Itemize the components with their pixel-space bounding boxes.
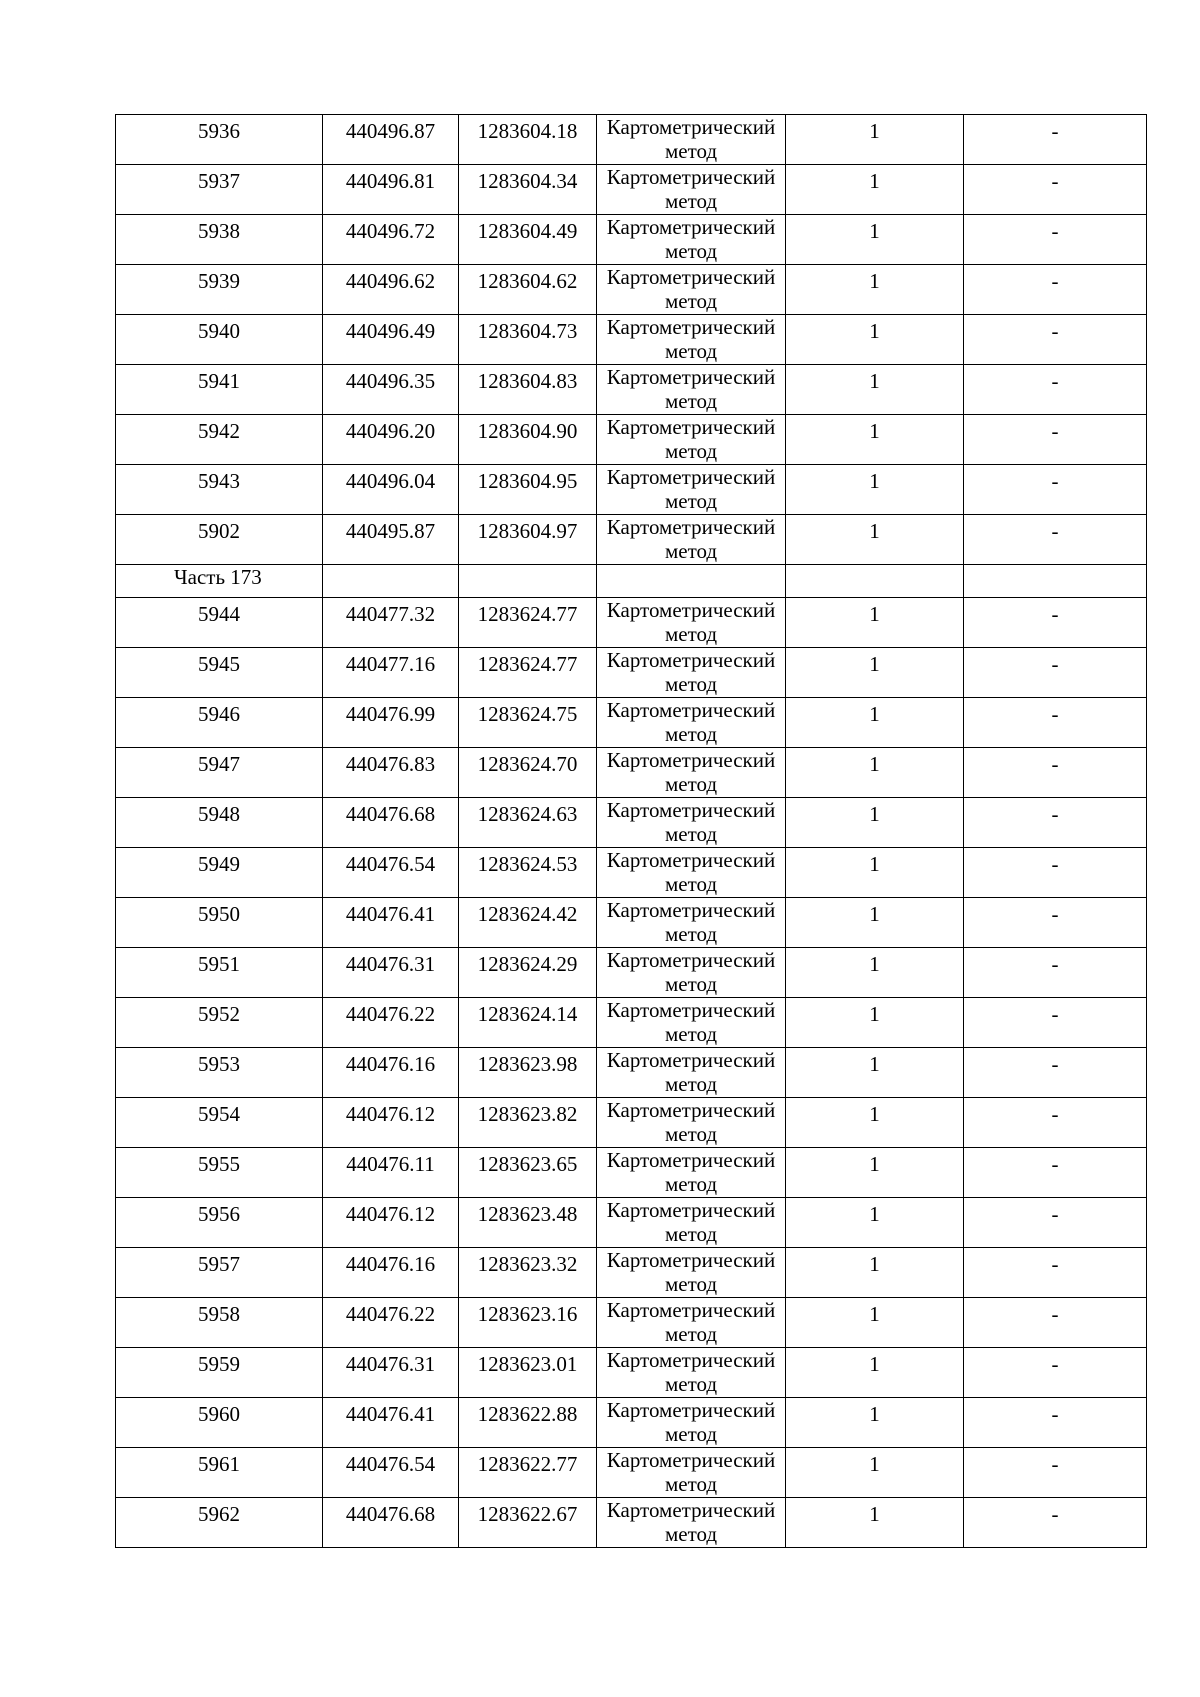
x-coordinate-cell: 440476.41	[323, 898, 459, 948]
y-coordinate-cell: 1283623.65	[459, 1148, 597, 1198]
note-cell: -	[964, 515, 1147, 565]
method-cell: Картометрический метод	[597, 1048, 786, 1098]
note-cell: -	[964, 1498, 1147, 1548]
y-coordinate-cell: 1283624.77	[459, 598, 597, 648]
x-coordinate-cell: 440476.99	[323, 698, 459, 748]
empty-cell	[323, 565, 459, 598]
accuracy-cell: 1	[786, 998, 964, 1048]
note-cell: -	[964, 415, 1147, 465]
x-coordinate-cell: 440496.49	[323, 315, 459, 365]
method-cell: Картометрический метод	[597, 1198, 786, 1248]
x-coordinate-cell: 440476.54	[323, 848, 459, 898]
method-cell: Картометрический метод	[597, 515, 786, 565]
accuracy-cell: 1	[786, 798, 964, 848]
note-cell: -	[964, 215, 1147, 265]
y-coordinate-cell: 1283604.90	[459, 415, 597, 465]
y-coordinate-cell: 1283624.42	[459, 898, 597, 948]
table-row	[116, 848, 1147, 898]
table-row	[116, 415, 1147, 465]
note-cell: -	[964, 1348, 1147, 1398]
table-row	[116, 265, 1147, 315]
point-number-cell: 5941	[116, 365, 323, 415]
point-number-cell: 5946	[116, 698, 323, 748]
accuracy-cell: 1	[786, 465, 964, 515]
note-cell: -	[964, 265, 1147, 315]
note-cell: -	[964, 1048, 1147, 1098]
point-number-cell: 5944	[116, 598, 323, 648]
accuracy-cell: 1	[786, 598, 964, 648]
accuracy-cell: 1	[786, 748, 964, 798]
table-row	[116, 1448, 1147, 1498]
accuracy-cell: 1	[786, 1348, 964, 1398]
accuracy-cell: 1	[786, 898, 964, 948]
table-row	[116, 1348, 1147, 1398]
note-cell: -	[964, 698, 1147, 748]
point-number-cell: 5952	[116, 998, 323, 1048]
table-row	[116, 1248, 1147, 1298]
x-coordinate-cell: 440476.54	[323, 1448, 459, 1498]
method-cell: Картометрический метод	[597, 698, 786, 748]
x-coordinate-cell: 440477.16	[323, 648, 459, 698]
y-coordinate-cell: 1283623.16	[459, 1298, 597, 1348]
accuracy-cell: 1	[786, 698, 964, 748]
table-row	[116, 948, 1147, 998]
x-coordinate-cell: 440476.31	[323, 948, 459, 998]
point-number-cell: 5950	[116, 898, 323, 948]
y-coordinate-cell: 1283624.53	[459, 848, 597, 898]
method-cell: Картометрический метод	[597, 265, 786, 315]
point-number-cell: 5936	[116, 115, 323, 165]
note-cell: -	[964, 648, 1147, 698]
x-coordinate-cell: 440476.22	[323, 998, 459, 1048]
y-coordinate-cell: 1283624.29	[459, 948, 597, 998]
note-cell: -	[964, 1448, 1147, 1498]
x-coordinate-cell: 440476.41	[323, 1398, 459, 1448]
method-cell: Картометрический метод	[597, 1148, 786, 1198]
note-cell: -	[964, 798, 1147, 848]
table-row	[116, 465, 1147, 515]
method-cell: Картометрический метод	[597, 115, 786, 165]
accuracy-cell: 1	[786, 1398, 964, 1448]
coordinates-table-body	[116, 115, 1147, 1548]
point-number-cell: 5960	[116, 1398, 323, 1448]
y-coordinate-cell: 1283622.88	[459, 1398, 597, 1448]
point-number-cell: 5943	[116, 465, 323, 515]
table-row	[116, 1048, 1147, 1098]
note-cell: -	[964, 115, 1147, 165]
y-coordinate-cell: 1283622.77	[459, 1448, 597, 1498]
method-cell: Картометрический метод	[597, 315, 786, 365]
table-row	[116, 998, 1147, 1048]
table-row	[116, 748, 1147, 798]
x-coordinate-cell: 440476.11	[323, 1148, 459, 1198]
point-number-cell: 5949	[116, 848, 323, 898]
accuracy-cell: 1	[786, 1098, 964, 1148]
x-coordinate-cell: 440476.22	[323, 1298, 459, 1348]
table-row	[116, 1298, 1147, 1348]
note-cell: -	[964, 165, 1147, 215]
empty-cell	[459, 565, 597, 598]
point-number-cell: 5956	[116, 1198, 323, 1248]
note-cell: -	[964, 365, 1147, 415]
accuracy-cell: 1	[786, 1148, 964, 1198]
section-row	[116, 565, 1147, 598]
y-coordinate-cell: 1283604.95	[459, 465, 597, 515]
point-number-cell: 5938	[116, 215, 323, 265]
note-cell: -	[964, 1198, 1147, 1248]
point-number-cell: 5958	[116, 1298, 323, 1348]
empty-cell	[964, 565, 1147, 598]
note-cell: -	[964, 1298, 1147, 1348]
method-cell: Картометрический метод	[597, 1298, 786, 1348]
accuracy-cell: 1	[786, 1248, 964, 1298]
method-cell: Картометрический метод	[597, 748, 786, 798]
point-number-cell: 5948	[116, 798, 323, 848]
table-row	[116, 1498, 1147, 1548]
method-cell: Картометрический метод	[597, 1248, 786, 1298]
accuracy-cell: 1	[786, 115, 964, 165]
section-label: Часть 173	[116, 565, 323, 598]
y-coordinate-cell: 1283604.97	[459, 515, 597, 565]
point-number-cell: 5962	[116, 1498, 323, 1548]
y-coordinate-cell: 1283623.01	[459, 1348, 597, 1398]
x-coordinate-cell: 440476.31	[323, 1348, 459, 1398]
point-number-cell: 5945	[116, 648, 323, 698]
accuracy-cell: 1	[786, 948, 964, 998]
method-cell: Картометрический метод	[597, 1448, 786, 1498]
x-coordinate-cell: 440476.16	[323, 1048, 459, 1098]
accuracy-cell: 1	[786, 1198, 964, 1248]
method-cell: Картометрический метод	[597, 1498, 786, 1548]
x-coordinate-cell: 440476.68	[323, 1498, 459, 1548]
table-row	[116, 115, 1147, 165]
coordinates-table	[115, 114, 1147, 1548]
y-coordinate-cell: 1283604.49	[459, 215, 597, 265]
table-row	[116, 598, 1147, 648]
accuracy-cell: 1	[786, 315, 964, 365]
y-coordinate-cell: 1283623.98	[459, 1048, 597, 1098]
x-coordinate-cell: 440476.16	[323, 1248, 459, 1298]
accuracy-cell: 1	[786, 265, 964, 315]
note-cell: -	[964, 998, 1147, 1048]
table-row	[116, 1198, 1147, 1248]
y-coordinate-cell: 1283624.70	[459, 748, 597, 798]
point-number-cell: 5937	[116, 165, 323, 215]
y-coordinate-cell: 1283604.18	[459, 115, 597, 165]
method-cell: Картометрический метод	[597, 798, 786, 848]
method-cell: Картометрический метод	[597, 598, 786, 648]
method-cell: Картометрический метод	[597, 1398, 786, 1448]
note-cell: -	[964, 598, 1147, 648]
point-number-cell: 5957	[116, 1248, 323, 1298]
method-cell: Картометрический метод	[597, 1098, 786, 1148]
point-number-cell: 5955	[116, 1148, 323, 1198]
accuracy-cell: 1	[786, 365, 964, 415]
accuracy-cell: 1	[786, 415, 964, 465]
y-coordinate-cell: 1283624.14	[459, 998, 597, 1048]
accuracy-cell: 1	[786, 1048, 964, 1098]
x-coordinate-cell: 440476.12	[323, 1198, 459, 1248]
accuracy-cell: 1	[786, 1498, 964, 1548]
x-coordinate-cell: 440496.35	[323, 365, 459, 415]
x-coordinate-cell: 440495.87	[323, 515, 459, 565]
method-cell: Картометрический метод	[597, 1348, 786, 1398]
x-coordinate-cell: 440477.32	[323, 598, 459, 648]
table-row	[116, 648, 1147, 698]
point-number-cell: 5940	[116, 315, 323, 365]
point-number-cell: 5951	[116, 948, 323, 998]
table-row	[116, 1098, 1147, 1148]
note-cell: -	[964, 898, 1147, 948]
table-row	[116, 165, 1147, 215]
point-number-cell: 5954	[116, 1098, 323, 1148]
x-coordinate-cell: 440476.68	[323, 798, 459, 848]
y-coordinate-cell: 1283604.62	[459, 265, 597, 315]
note-cell: -	[964, 1398, 1147, 1448]
x-coordinate-cell: 440476.12	[323, 1098, 459, 1148]
note-cell: -	[964, 315, 1147, 365]
accuracy-cell: 1	[786, 515, 964, 565]
method-cell: Картометрический метод	[597, 215, 786, 265]
accuracy-cell: 1	[786, 165, 964, 215]
accuracy-cell: 1	[786, 648, 964, 698]
y-coordinate-cell: 1283624.75	[459, 698, 597, 748]
y-coordinate-cell: 1283624.77	[459, 648, 597, 698]
note-cell: -	[964, 1148, 1147, 1198]
accuracy-cell: 1	[786, 215, 964, 265]
x-coordinate-cell: 440496.72	[323, 215, 459, 265]
method-cell: Картометрический метод	[597, 415, 786, 465]
note-cell: -	[964, 1098, 1147, 1148]
method-cell: Картометрический метод	[597, 898, 786, 948]
x-coordinate-cell: 440496.87	[323, 115, 459, 165]
note-cell: -	[964, 1248, 1147, 1298]
x-coordinate-cell: 440496.62	[323, 265, 459, 315]
table-row	[116, 898, 1147, 948]
table-row	[116, 1148, 1147, 1198]
table-row	[116, 798, 1147, 848]
y-coordinate-cell: 1283622.67	[459, 1498, 597, 1548]
point-number-cell: 5942	[116, 415, 323, 465]
accuracy-cell: 1	[786, 1448, 964, 1498]
method-cell: Картометрический метод	[597, 165, 786, 215]
point-number-cell: 5902	[116, 515, 323, 565]
x-coordinate-cell: 440496.81	[323, 165, 459, 215]
y-coordinate-cell: 1283624.63	[459, 798, 597, 848]
table-row	[116, 698, 1147, 748]
y-coordinate-cell: 1283623.82	[459, 1098, 597, 1148]
method-cell: Картометрический метод	[597, 365, 786, 415]
y-coordinate-cell: 1283604.83	[459, 365, 597, 415]
table-row	[116, 365, 1147, 415]
point-number-cell: 5959	[116, 1348, 323, 1398]
x-coordinate-cell: 440496.20	[323, 415, 459, 465]
note-cell: -	[964, 848, 1147, 898]
x-coordinate-cell: 440496.04	[323, 465, 459, 515]
table-row	[116, 215, 1147, 265]
x-coordinate-cell: 440476.83	[323, 748, 459, 798]
point-number-cell: 5939	[116, 265, 323, 315]
point-number-cell: 5947	[116, 748, 323, 798]
note-cell: -	[964, 948, 1147, 998]
note-cell: -	[964, 748, 1147, 798]
point-number-cell: 5953	[116, 1048, 323, 1098]
y-coordinate-cell: 1283623.32	[459, 1248, 597, 1298]
table-row	[116, 1398, 1147, 1448]
method-cell: Картометрический метод	[597, 998, 786, 1048]
note-cell: -	[964, 465, 1147, 515]
table-row	[116, 515, 1147, 565]
accuracy-cell: 1	[786, 848, 964, 898]
point-number-cell: 5961	[116, 1448, 323, 1498]
accuracy-cell: 1	[786, 1298, 964, 1348]
y-coordinate-cell: 1283623.48	[459, 1198, 597, 1248]
method-cell: Картометрический метод	[597, 465, 786, 515]
empty-cell	[786, 565, 964, 598]
y-coordinate-cell: 1283604.73	[459, 315, 597, 365]
method-cell: Картометрический метод	[597, 948, 786, 998]
method-cell: Картометрический метод	[597, 848, 786, 898]
method-cell: Картометрический метод	[597, 648, 786, 698]
y-coordinate-cell: 1283604.34	[459, 165, 597, 215]
table-row	[116, 315, 1147, 365]
empty-cell	[597, 565, 786, 598]
